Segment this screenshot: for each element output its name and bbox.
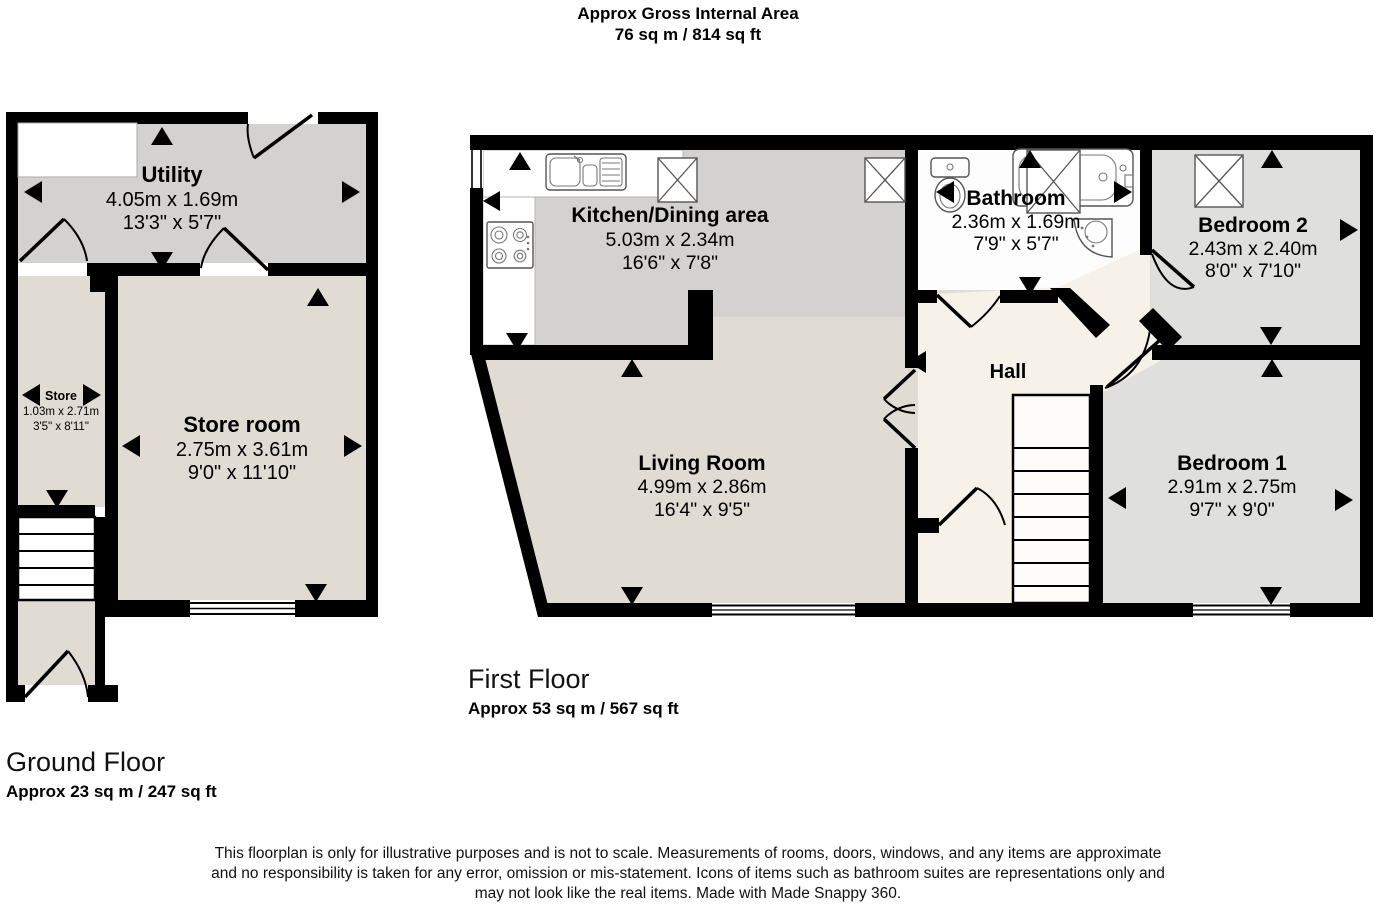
disclaimer-line2: and no responsibility is taken for any error, omission or mis-statement. Icons of items such as bathroom suites are representations only and xyxy=(211,865,1165,882)
utility-metric: 4.05m x 1.69m xyxy=(105,189,239,211)
room-store-room xyxy=(118,276,366,600)
kitchen-metric: 5.03m x 2.34m xyxy=(605,229,735,251)
store-room-metric: 2.75m x 3.61m xyxy=(175,439,309,461)
bedroom1-imperial: 9'7" x 9'0" xyxy=(1189,499,1275,521)
hall-name: Hall xyxy=(989,361,1027,383)
rooflight-icon xyxy=(865,158,905,202)
wall xyxy=(688,290,713,360)
utility-name: Utility xyxy=(141,162,203,187)
kitchen-counter xyxy=(483,197,535,345)
first-floor-plan xyxy=(460,125,1376,625)
bedroom2-imperial: 8'0" x 7'10" xyxy=(1204,260,1302,282)
stairs xyxy=(18,517,95,600)
wall xyxy=(1360,135,1373,617)
wall xyxy=(918,290,937,303)
window xyxy=(1193,603,1290,617)
wall xyxy=(1152,345,1373,360)
hob-icon xyxy=(487,222,533,268)
first-floor-area: Approx 53 sq m / 567 sq ft xyxy=(468,699,679,718)
store-room-name: Store room xyxy=(183,412,301,437)
gross-area-line2: 76 sq m / 814 sq ft xyxy=(614,25,762,44)
rooflight-icon xyxy=(658,158,697,202)
sink-icon xyxy=(546,154,626,190)
bathroom-imperial: 7'9" x 5'7" xyxy=(973,233,1059,255)
rooflight-icon xyxy=(1195,155,1243,207)
gross-internal-area-title xyxy=(0,3,1376,45)
wall xyxy=(6,505,95,517)
utility-imperial: 13'3" x 5'7" xyxy=(122,212,222,234)
wall xyxy=(366,112,378,617)
first-floor-caption xyxy=(468,664,679,719)
wall xyxy=(268,263,366,276)
bedroom1-name: Bedroom 1 xyxy=(1177,452,1287,475)
wall xyxy=(917,518,939,533)
bedroom2-metric: 2.43m x 2.40m xyxy=(1188,238,1318,260)
window xyxy=(712,603,855,617)
wall xyxy=(6,112,378,124)
bedroom1-metric: 2.91m x 2.75m xyxy=(1167,476,1297,498)
disclaimer xyxy=(0,844,1376,904)
first-floor-title: First Floor xyxy=(468,664,590,694)
kitchen-imperial: 16'6" x 7'8" xyxy=(621,252,719,274)
disclaimer-line1: This floorplan is only for illustrative purposes and is not to scale. Measurements of rooms, doors, windows, and any items are approximate xyxy=(214,845,1162,862)
wall xyxy=(1090,385,1103,603)
bathroom-metric: 2.36m x 1.69m xyxy=(951,211,1081,233)
bathroom-name: Bathroom xyxy=(966,187,1066,210)
wall xyxy=(905,448,918,617)
store-name: Store xyxy=(45,389,77,403)
wall xyxy=(6,685,25,702)
ground-floor-plan xyxy=(0,100,400,710)
kitchen-name: Kitchen/Dining area xyxy=(571,204,769,227)
store-imperial: 3'5" x 8'11" xyxy=(33,421,89,433)
disclaimer-line3: may not look like the real items. Made with Made Snappy 360. xyxy=(474,885,902,902)
bedroom2-name: Bedroom 2 xyxy=(1198,214,1308,237)
stairs xyxy=(1013,395,1090,603)
window xyxy=(470,150,483,188)
wall xyxy=(88,685,118,702)
living-room-name: Living Room xyxy=(638,452,766,475)
living-room-metric: 4.99m x 2.86m xyxy=(637,476,767,498)
gross-area-line1: Approx Gross Internal Area xyxy=(577,4,799,23)
living-room-imperial: 16'4" x 9'5" xyxy=(653,499,751,521)
wall xyxy=(905,150,918,368)
window-recess xyxy=(18,123,137,177)
ground-floor-caption xyxy=(6,747,217,802)
wall xyxy=(1140,150,1152,255)
window xyxy=(190,600,295,617)
ground-floor-area: Approx 23 sq m / 247 sq ft xyxy=(6,782,217,801)
wall xyxy=(470,135,1373,150)
ground-floor-title: Ground Floor xyxy=(6,747,166,777)
entrance-lobby-floor xyxy=(18,600,95,685)
store-metric: 1.03m x 2.71m xyxy=(22,406,100,418)
wall xyxy=(6,112,18,702)
wall xyxy=(95,517,105,702)
wall xyxy=(105,276,118,617)
store-room-imperial: 9'0" x 11'10" xyxy=(187,462,297,484)
